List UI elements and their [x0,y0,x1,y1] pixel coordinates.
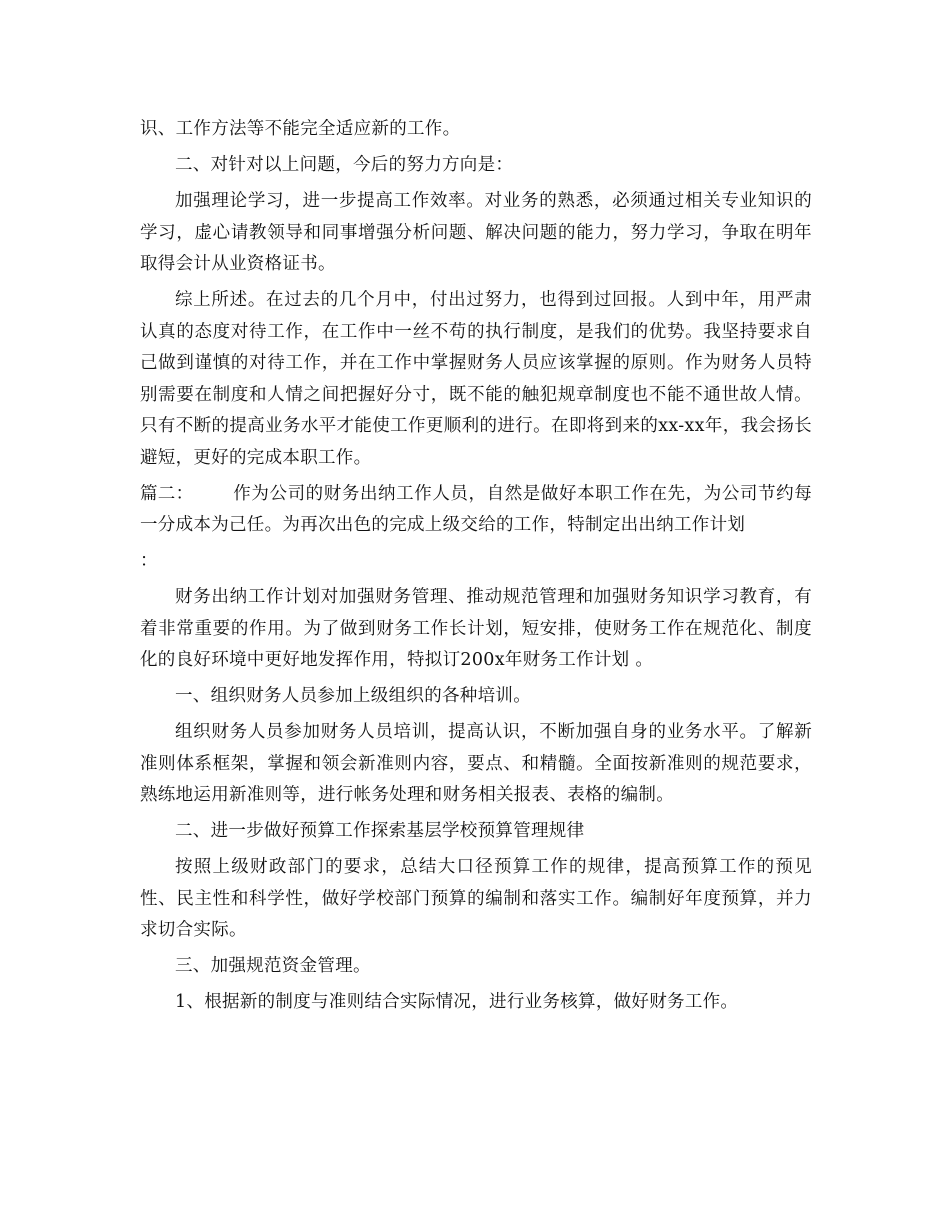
paragraph: 三、加强规范资金管理。 [175,956,371,976]
paragraph: 综上所述。在过去的几个月中，付出过努力，也得到过回报。人到中年，用严肃认真的态度对待工作，在工作中一丝不苟的执行制度，是我们的优势。我坚持要求自己做到谨慎的对待工作，并在工作中掌握财务人员应该掌握的原则。作为财务人员特别需要在制度和人情之间把握好分寸，既不能的触犯规章制度也不能不通世故人情。只有不断的提高业务水平才能使工作更顺利的进行。在即将到来的xx-xx年，我会扬长避短，更好的完成本职工作。 [140,290,812,468]
paragraph: ： [140,551,158,571]
paragraph: 1、根据新的制度与准则结合实际情况，进行业务核算，做好财务工作。 [175,992,739,1012]
paragraph: 组织财务人员参加财务人员培训，提高认识，不断加强自身的业务水平。了解新准则体系框架，掌握和领会新准则内容，要点、和精髓。全面按新准则的规范要求，熟练地运用新准则等，进行帐务处理和财务相关报表、表格的编制。 [140,722,812,805]
paragraph: 加强理论学习，进一步提高工作效率。对业务的熟悉，必须通过相关专业知识的学习，虚心请教领导和同事增强分析问题、解决问题的能力，努力学习，争取在明年取得会计从业资格证书。 [140,191,812,274]
document-body [140,114,812,1023]
paragraph: 财务出纳工作计划对加强财务管理、推动规范管理和加强财务知识学习教育，有着非常重要的作用。为了做到财务工作长计划，短安排，使财务工作在规范化、制度化的良好环境中更好地发挥作用，特拟订200x年财务工作计划 。 [140,587,812,670]
section-label: 篇二： [140,483,194,504]
paragraph-text: 作为公司的财务出纳工作人员，自然是做好本职工作在先，为公司节约每一分成本为己任。为再次出色的完成上级交给的工作，特制定出出纳工作计划 [140,483,812,535]
paragraph: 一、组织财务人员参加上级组织的各种培训。 [175,686,531,706]
paragraph: 识、工作方法等不能完全适应新的工作。 [140,119,461,139]
paragraph: 二、对针对以上问题，今后的努力方向是： [175,155,514,175]
paragraph: 二、进一步做好预算工作探索基层学校预算管理规律 [175,821,585,841]
section-paragraph [140,479,812,542]
paragraph: 按照上级财政部门的要求，总结大口径预算工作的规律，提高预算工作的预见性、民主性和科学性，做好学校部门预算的编制和落实工作。编制好年度预算，并力求切合实际。 [140,857,812,940]
